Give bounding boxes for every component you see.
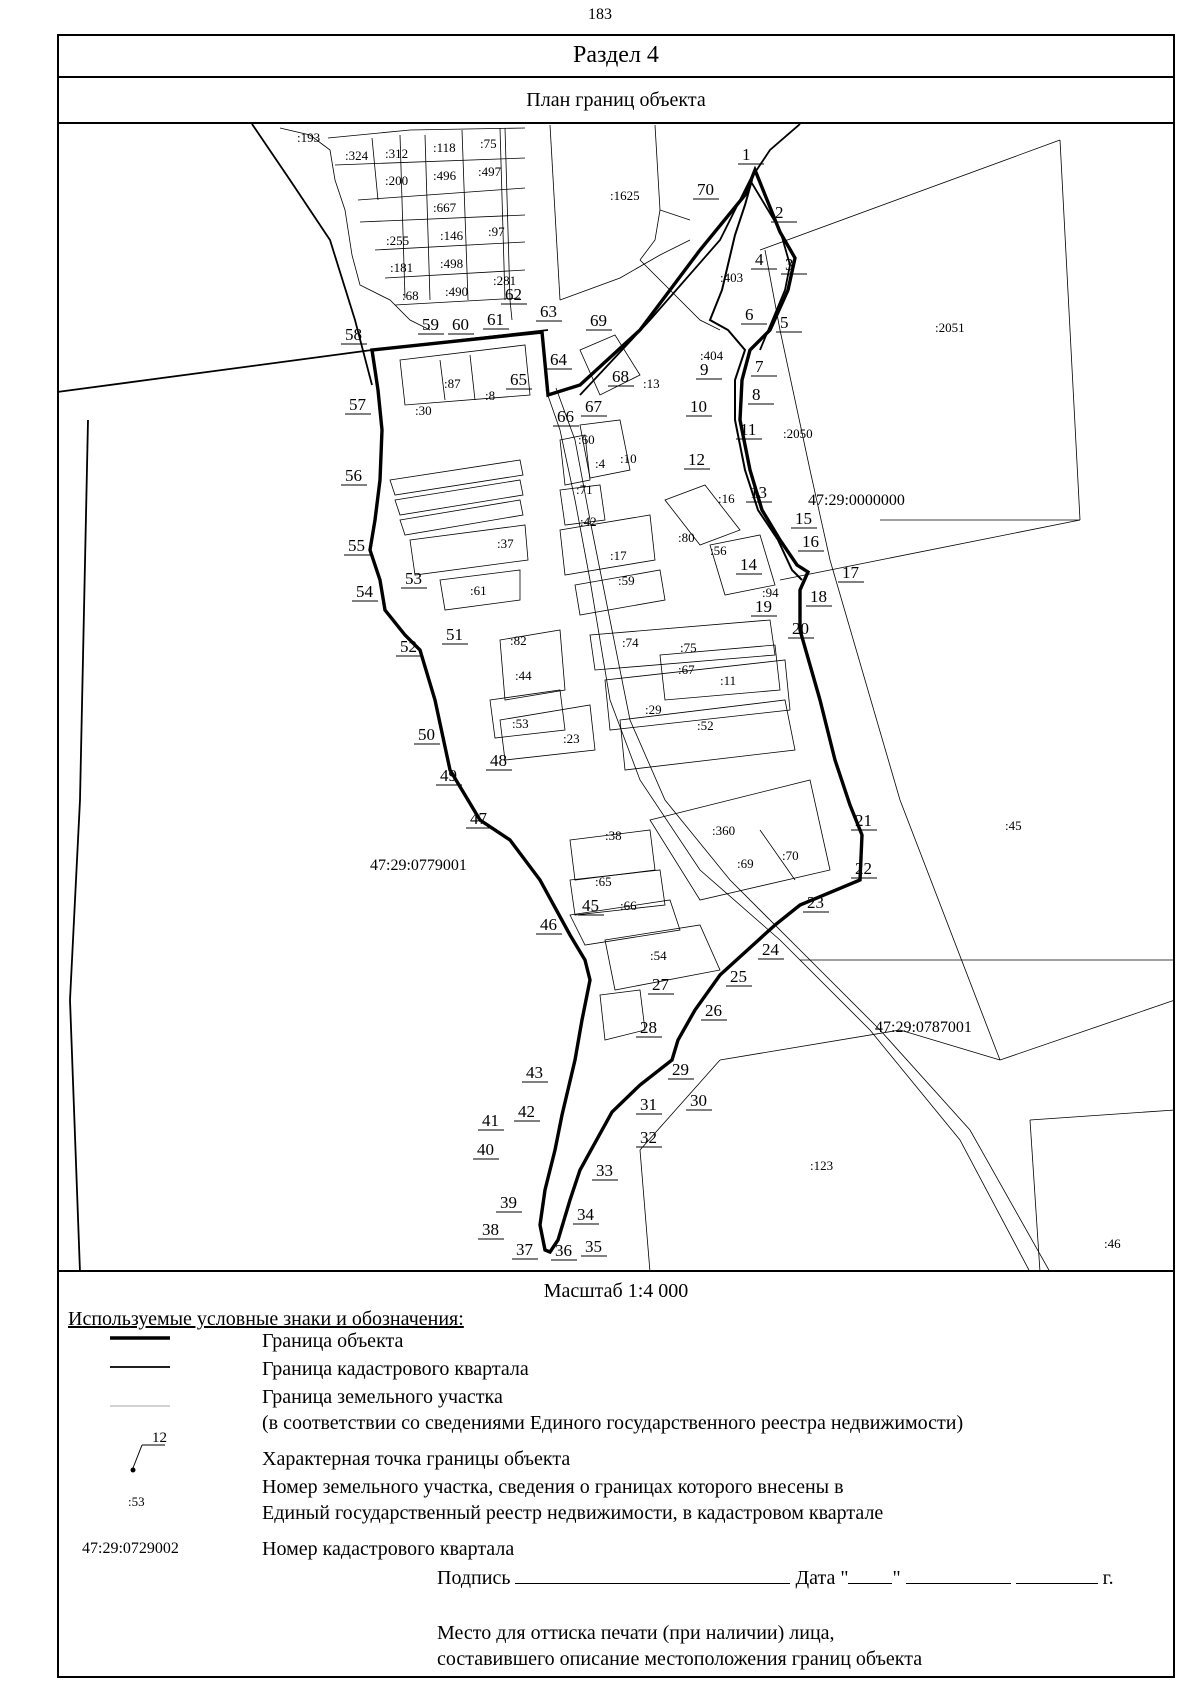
parcel-label: :54 bbox=[650, 948, 667, 963]
parcel-label: :490 bbox=[445, 284, 469, 299]
point-label-26: 26 bbox=[705, 1001, 722, 1020]
point-dot-symbol bbox=[131, 1468, 136, 1473]
parcel-label: :193 bbox=[297, 130, 321, 145]
legend-parcel-desc-1: Номер земельного участка, сведения о границах которого внесены в bbox=[262, 1476, 844, 1498]
point-label-20: 20 bbox=[792, 619, 809, 638]
point-label-28: 28 bbox=[640, 1018, 657, 1037]
point-label-47: 47 bbox=[470, 809, 487, 828]
parcel-label: :255 bbox=[386, 233, 410, 248]
sign-field[interactable] bbox=[515, 1565, 790, 1584]
parcel-label: :4 bbox=[595, 456, 606, 471]
parcel-label: :82 bbox=[510, 633, 527, 648]
legend-quarter-boundary: Граница кадастрового квартала bbox=[262, 1358, 529, 1380]
parcel-label: :74 bbox=[622, 635, 639, 650]
point-label-57: 57 bbox=[349, 395, 366, 414]
legend-parcel-boundary-2: (в соответствии со сведениями Единого государственного реестра недвижимости) bbox=[262, 1412, 964, 1434]
parcel-label: :360 bbox=[712, 823, 736, 838]
year-suffix: г. bbox=[1102, 1567, 1114, 1589]
parcel-label: :69 bbox=[737, 856, 754, 871]
point-label-4: 4 bbox=[755, 250, 764, 269]
parcel-label: :181 bbox=[390, 260, 414, 275]
point-label-5: 5 bbox=[780, 313, 789, 332]
parcel-label: :70 bbox=[782, 848, 799, 863]
point-label-29: 29 bbox=[672, 1060, 689, 1079]
boundary-map bbox=[57, 124, 1175, 1272]
point-label-40: 40 bbox=[477, 1140, 494, 1159]
point-label-1: 1 bbox=[742, 145, 751, 164]
parcel-label: :1625 bbox=[610, 188, 640, 203]
point-label-49: 49 bbox=[440, 766, 457, 785]
parcel-label: :56 bbox=[710, 543, 727, 558]
legend-parcel-boundary-1: Граница земельного участка bbox=[262, 1386, 503, 1408]
quarter-label: 47:29:0787001 bbox=[875, 1019, 972, 1036]
point-label-52: 52 bbox=[400, 637, 417, 656]
seal-line-2: составившего описание местоположения границ объекта bbox=[437, 1648, 923, 1670]
section-title: Раздел 4 bbox=[57, 34, 1175, 78]
parcel-label: :496 bbox=[433, 168, 457, 183]
point-label-46: 46 bbox=[540, 915, 557, 934]
point-label-39: 39 bbox=[500, 1193, 517, 1212]
seal-line-1: Место для оттиска печати (при наличии) лица, bbox=[437, 1622, 835, 1644]
point-label-55: 55 bbox=[348, 536, 365, 555]
parcel-label: :200 bbox=[385, 173, 409, 188]
point-label-48: 48 bbox=[490, 751, 507, 770]
parcel-label: :80 bbox=[678, 530, 695, 545]
parcel-labels bbox=[297, 130, 1121, 1251]
sign-label: Подпись bbox=[437, 1567, 511, 1589]
point-label-36: 36 bbox=[555, 1241, 572, 1260]
point-label-12: 12 bbox=[688, 450, 705, 469]
point-label-19: 19 bbox=[755, 597, 772, 616]
parcel-label: :312 bbox=[385, 146, 409, 161]
parcel-label: :11 bbox=[720, 673, 737, 688]
quarter-label: 47:29:0779001 bbox=[370, 857, 467, 874]
point-label-41: 41 bbox=[482, 1111, 499, 1130]
parcel-label: :67 bbox=[678, 662, 695, 677]
legend-parcel-desc-2: Единый государственный реестр недвижимости, в кадастровом квартале bbox=[262, 1502, 884, 1524]
quarter-sample-label: 47:29:0729002 bbox=[82, 1540, 179, 1557]
parcel-label: :66 bbox=[620, 898, 637, 913]
legend-point-desc: Характерная точка границы объекта bbox=[262, 1448, 571, 1470]
point-label-6: 6 bbox=[745, 305, 754, 324]
point-label-30: 30 bbox=[690, 1091, 707, 1110]
signature-line bbox=[437, 1565, 1114, 1590]
point-label-56: 56 bbox=[345, 466, 362, 485]
legend-symbols bbox=[100, 1330, 260, 1600]
parcel-label: :123 bbox=[810, 1158, 834, 1173]
parcel-label: :45 bbox=[1005, 818, 1022, 833]
date-label: Дата " bbox=[795, 1567, 849, 1589]
point-label-54: 54 bbox=[356, 582, 373, 601]
point-label-15: 15 bbox=[795, 509, 812, 528]
map-canvas bbox=[57, 124, 1175, 1272]
point-label-7: 7 bbox=[755, 357, 764, 376]
parcel-label: :2050 bbox=[783, 426, 813, 441]
point-label-10: 10 bbox=[690, 397, 707, 416]
parcel-label: :13 bbox=[643, 376, 660, 391]
parcel-label: :87 bbox=[444, 376, 461, 391]
point-label-33: 33 bbox=[596, 1161, 613, 1180]
parcel-label: :10 bbox=[620, 451, 637, 466]
parcel-label: :29 bbox=[645, 702, 662, 717]
point-label-50: 50 bbox=[418, 725, 435, 744]
point-label-13: 13 bbox=[750, 483, 767, 502]
parcel-label: :667 bbox=[433, 200, 457, 215]
point-leader-d bbox=[133, 1445, 142, 1468]
point-label-9: 9 bbox=[700, 360, 709, 379]
point-sample-label: 12 bbox=[152, 1430, 167, 1446]
point-label-66: 66 bbox=[557, 407, 574, 426]
point-label-37: 37 bbox=[516, 1240, 533, 1259]
point-label-31: 31 bbox=[640, 1095, 657, 1114]
parcel-label: :44 bbox=[515, 668, 532, 683]
date-day-field[interactable] bbox=[848, 1565, 892, 1584]
point-label-27: 27 bbox=[652, 975, 669, 994]
point-label-45: 45 bbox=[582, 896, 599, 915]
point-label-62: 62 bbox=[505, 285, 522, 304]
point-label-24: 24 bbox=[762, 940, 779, 959]
legend-object-boundary: Граница объекта bbox=[262, 1330, 404, 1352]
point-label-34: 34 bbox=[577, 1205, 594, 1224]
point-label-18: 18 bbox=[810, 587, 827, 606]
parcel-label: :94 bbox=[762, 585, 779, 600]
point-label-38: 38 bbox=[482, 1220, 499, 1239]
parcel-label: :61 bbox=[470, 583, 487, 598]
parcel-label: :75 bbox=[680, 640, 697, 655]
plan-title: План границ объекта bbox=[57, 78, 1175, 124]
point-label-58: 58 bbox=[345, 325, 362, 344]
date-year-field[interactable] bbox=[1016, 1565, 1098, 1584]
point-label-60: 60 bbox=[452, 315, 469, 334]
parcel-label: :46 bbox=[1104, 1236, 1121, 1251]
point-label-17: 17 bbox=[842, 563, 859, 582]
point-label-70: 70 bbox=[697, 180, 714, 199]
parcel-label: :59 bbox=[618, 573, 635, 588]
point-label-43: 43 bbox=[526, 1063, 543, 1082]
parcel-label: :37 bbox=[497, 536, 514, 551]
point-label-35: 35 bbox=[585, 1237, 602, 1256]
point-label-23: 23 bbox=[807, 893, 824, 912]
parcel-label: :497 bbox=[478, 164, 502, 179]
point-label-59: 59 bbox=[422, 315, 439, 334]
date-quote: " bbox=[892, 1567, 901, 1589]
parcel-label: :52 bbox=[697, 718, 714, 733]
point-label-53: 53 bbox=[405, 569, 422, 588]
date-month-field[interactable] bbox=[906, 1565, 1011, 1584]
point-label-69: 69 bbox=[590, 311, 607, 330]
point-label-21: 21 bbox=[855, 811, 872, 830]
parcel-label: :2051 bbox=[935, 320, 965, 335]
point-label-11: 11 bbox=[740, 420, 757, 439]
parcel-label: :16 bbox=[718, 491, 735, 506]
legend-quarter-desc: Номер кадастрового квартала bbox=[262, 1538, 515, 1560]
point-label-25: 25 bbox=[730, 967, 747, 986]
quarter-label: 47:29:0000000 bbox=[808, 492, 905, 509]
quarter-labels bbox=[370, 492, 972, 1036]
parcel-label: :65 bbox=[595, 874, 612, 889]
parcel-label: :60 bbox=[578, 432, 595, 447]
point-label-22: 22 bbox=[855, 859, 872, 878]
point-label-68: 68 bbox=[612, 367, 629, 386]
parcel-label: :71 bbox=[576, 482, 593, 497]
legend-title: Используемые условные знаки и обозначения: bbox=[68, 1308, 464, 1330]
seal-note bbox=[437, 1620, 922, 1672]
parcel-label: :324 bbox=[345, 148, 369, 163]
parcel-label: :75 bbox=[480, 136, 497, 151]
point-label-8: 8 bbox=[752, 385, 761, 404]
parcel-label: :42 bbox=[580, 514, 597, 529]
parcel-label: :404 bbox=[700, 348, 724, 363]
point-label-51: 51 bbox=[446, 625, 463, 644]
point-label-64: 64 bbox=[550, 350, 567, 369]
parcel-label: :146 bbox=[440, 228, 464, 243]
point-label-3: 3 bbox=[785, 255, 794, 274]
parcel-label: :498 bbox=[440, 256, 464, 271]
point-label-61: 61 bbox=[487, 310, 504, 329]
parcel-label: :17 bbox=[610, 548, 627, 563]
parcel-sample-label: :53 bbox=[128, 1494, 145, 1509]
point-label-65: 65 bbox=[510, 370, 527, 389]
parcel-label: :8 bbox=[485, 388, 496, 403]
parcel-label: :53 bbox=[512, 716, 529, 731]
parcel-label: :30 bbox=[415, 403, 432, 418]
point-label-63: 63 bbox=[540, 302, 557, 321]
parcel-label: :23 bbox=[563, 731, 580, 746]
parcel-label: :118 bbox=[433, 140, 456, 155]
parcel-label: :68 bbox=[402, 288, 419, 303]
page-number: 183 bbox=[588, 6, 612, 23]
parcel-label: :281 bbox=[493, 273, 517, 288]
point-label-32: 32 bbox=[640, 1128, 657, 1147]
point-labels bbox=[341, 145, 877, 1260]
point-label-42: 42 bbox=[518, 1102, 535, 1121]
parcel-label: :97 bbox=[488, 224, 505, 239]
parcel-label: :38 bbox=[605, 828, 622, 843]
point-label-16: 16 bbox=[802, 532, 819, 551]
point-label-14: 14 bbox=[740, 555, 757, 574]
point-label-67: 67 bbox=[585, 397, 602, 416]
map-scale: Масштаб 1:4 000 bbox=[543, 1280, 689, 1302]
parcel-label: :403 bbox=[720, 270, 744, 285]
point-label-2: 2 bbox=[775, 203, 784, 222]
